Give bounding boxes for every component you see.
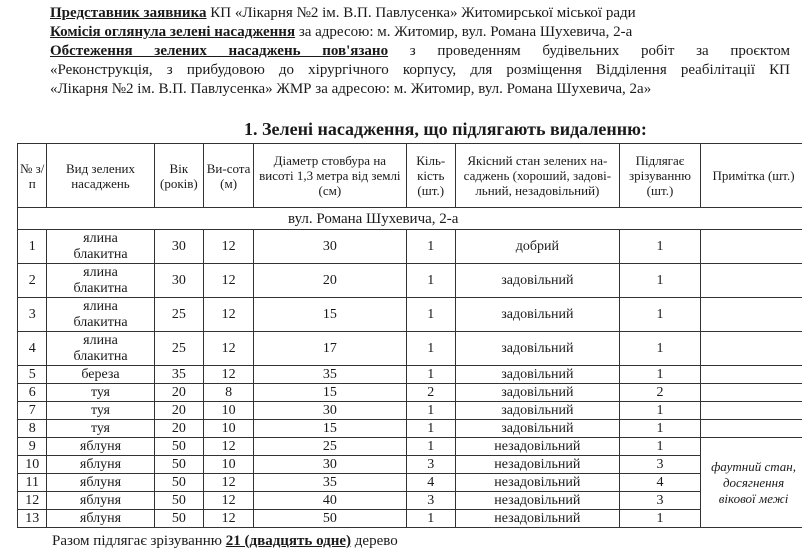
cut-count-cell: 1	[619, 264, 700, 298]
tree-quantity-cell: 1	[406, 332, 455, 366]
trunk-diameter-cell: 20	[254, 264, 407, 298]
cut-count-cell: 3	[619, 492, 700, 510]
note-cell-empty	[701, 332, 802, 366]
tree-height-cell: 8	[204, 384, 254, 402]
tree-state-cell: задовільний	[455, 298, 619, 332]
tree-type-cell: туя	[47, 384, 154, 402]
tree-state-cell: задовільний	[455, 264, 619, 298]
tree-height-cell: 10	[204, 420, 254, 438]
survey-label: Обстеження зелених насаджень пов'язано	[50, 43, 389, 59]
table-row	[18, 420, 802, 438]
intro-line-project: «Реконструкція, з прибудовою до хірургічного корпусу, для розміщення Відділення реабілітації КП	[50, 62, 790, 78]
tree-height-cell: 10	[204, 456, 254, 474]
col-header-diameter: Діаметр стовбура на висоті 1,3 метра від землі (см)	[254, 144, 407, 208]
table-row	[18, 298, 802, 332]
note-cell-empty	[701, 264, 802, 298]
intro-block	[50, 4, 790, 99]
col-header-note: Примітка (шт.)	[701, 144, 802, 208]
table-row	[18, 264, 802, 298]
tree-age-cell: 50	[154, 510, 204, 528]
trunk-diameter-cell: 40	[254, 492, 407, 510]
tree-height-cell: 12	[204, 366, 254, 384]
total-count: 21 (двадцять одне)	[225, 533, 352, 549]
total-prefix: Разом підлягає зрізуванню	[52, 533, 226, 549]
table-row	[18, 456, 802, 474]
tree-height-cell: 12	[204, 492, 254, 510]
table-section	[17, 143, 802, 551]
tree-height-cell: 12	[204, 230, 254, 264]
tree-state-cell: добрий	[455, 230, 619, 264]
tree-age-cell: 25	[154, 298, 204, 332]
total-line	[17, 532, 802, 551]
row-number-cell: 9	[18, 438, 47, 456]
row-number-cell: 5	[18, 366, 47, 384]
cut-count-cell: 1	[619, 332, 700, 366]
col-header-age: Вік (років)	[154, 144, 204, 208]
col-header-cut: Підлягає зрізуванню (шт.)	[619, 144, 700, 208]
tree-quantity-cell: 1	[406, 510, 455, 528]
intro-line-survey	[50, 42, 790, 61]
trees-table	[17, 143, 802, 528]
cut-count-cell: 2	[619, 384, 700, 402]
cut-count-cell: 1	[619, 230, 700, 264]
applicant-label: Представник заявника	[50, 5, 207, 21]
cut-count-cell: 1	[619, 402, 700, 420]
trunk-diameter-cell: 15	[254, 384, 407, 402]
trunk-diameter-cell: 15	[254, 420, 407, 438]
tree-age-cell: 20	[154, 384, 204, 402]
table-row	[18, 230, 802, 264]
note-cell-empty	[701, 366, 802, 384]
tree-height-cell: 12	[204, 332, 254, 366]
tree-quantity-cell: 1	[406, 366, 455, 384]
tree-height-cell: 12	[204, 438, 254, 456]
tree-age-cell: 50	[154, 474, 204, 492]
trunk-diameter-cell: 35	[254, 366, 407, 384]
cut-count-cell: 1	[619, 420, 700, 438]
tree-state-cell: задовільний	[455, 420, 619, 438]
note-cell-empty	[701, 420, 802, 438]
row-number-cell: 3	[18, 298, 47, 332]
tree-height-cell: 10	[204, 402, 254, 420]
row-number-cell: 6	[18, 384, 47, 402]
table-row	[18, 510, 802, 528]
trunk-diameter-cell: 25	[254, 438, 407, 456]
row-number-cell: 10	[18, 456, 47, 474]
table-row	[18, 474, 802, 492]
row-number-cell: 12	[18, 492, 47, 510]
tree-state-cell: незадовільний	[455, 510, 619, 528]
intro-line-applicant	[50, 4, 790, 23]
survey-text: з проведенням будівельних робіт за проєктом	[388, 43, 790, 59]
trunk-diameter-cell: 17	[254, 332, 407, 366]
tree-quantity-cell: 1	[406, 438, 455, 456]
applicant-text: КП «Лікарня №2 ім. В.П. Павлусенка» Житомирської міської ради	[206, 5, 636, 21]
note-cell-empty	[701, 298, 802, 332]
col-header-number: № з/п	[18, 144, 47, 208]
section-title: 1. Зелені насадження, що підлягають видаленню:	[244, 119, 647, 139]
cut-count-cell: 1	[619, 510, 700, 528]
tree-age-cell: 50	[154, 492, 204, 510]
tree-height-cell: 12	[204, 510, 254, 528]
intro-line-commission	[50, 23, 790, 42]
note-cell-empty	[701, 230, 802, 264]
trunk-diameter-cell: 30	[254, 402, 407, 420]
tree-height-cell: 12	[204, 474, 254, 492]
tree-age-cell: 20	[154, 402, 204, 420]
cut-count-cell: 4	[619, 474, 700, 492]
tree-type-cell: яблуня	[47, 510, 154, 528]
commission-label: Комісія оглянула зелені насадження	[50, 24, 296, 40]
tree-type-cell: ялина блакитна	[47, 230, 154, 264]
tree-state-cell: незадовільний	[455, 438, 619, 456]
note-cell: фаутний стан, досягнення вікової межі	[701, 438, 802, 528]
commission-text: за адресою: м. Житомир, вул. Романа Шухевича, 2-а	[295, 24, 633, 40]
trunk-diameter-cell: 30	[254, 230, 407, 264]
tree-type-cell: туя	[47, 420, 154, 438]
tree-quantity-cell: 1	[406, 230, 455, 264]
table-header-row	[18, 144, 802, 208]
trunk-diameter-cell: 30	[254, 456, 407, 474]
tree-state-cell: задовільний	[455, 332, 619, 366]
col-header-height: Ви-сота (м)	[204, 144, 254, 208]
row-number-cell: 11	[18, 474, 47, 492]
tree-type-cell: яблуня	[47, 456, 154, 474]
tree-type-cell: яблуня	[47, 474, 154, 492]
tree-height-cell: 12	[204, 298, 254, 332]
note-cell-empty	[701, 384, 802, 402]
tree-type-cell: яблуня	[47, 492, 154, 510]
tree-state-cell: задовільний	[455, 366, 619, 384]
tree-state-cell: задовільний	[455, 402, 619, 420]
col-header-type: Вид зелених насаджень	[47, 144, 154, 208]
row-number-cell: 7	[18, 402, 47, 420]
tree-quantity-cell: 2	[406, 384, 455, 402]
tree-type-cell: туя	[47, 402, 154, 420]
tree-age-cell: 30	[154, 230, 204, 264]
table-row	[18, 492, 802, 510]
tree-age-cell: 30	[154, 264, 204, 298]
tree-type-cell: ялина блакитна	[47, 332, 154, 366]
cut-count-cell: 1	[619, 438, 700, 456]
trunk-diameter-cell: 15	[254, 298, 407, 332]
col-header-quantity: Кіль-кість (шт.)	[406, 144, 455, 208]
row-number-cell: 1	[18, 230, 47, 264]
row-number-cell: 4	[18, 332, 47, 366]
tree-age-cell: 35	[154, 366, 204, 384]
row-number-cell: 2	[18, 264, 47, 298]
tree-state-cell: задовільний	[455, 384, 619, 402]
tree-age-cell: 50	[154, 456, 204, 474]
row-number-cell: 8	[18, 420, 47, 438]
tree-age-cell: 25	[154, 332, 204, 366]
total-suffix: дерево	[351, 533, 398, 549]
col-header-state: Якісний стан зелених на-саджень (хороший, задові-льний, незадовільний)	[455, 144, 619, 208]
tree-state-cell: незадовільний	[455, 492, 619, 510]
tree-age-cell: 20	[154, 420, 204, 438]
tree-type-cell: береза	[47, 366, 154, 384]
table-row	[18, 366, 802, 384]
tree-quantity-cell: 4	[406, 474, 455, 492]
table-row	[18, 332, 802, 366]
tree-type-cell: ялина блакитна	[47, 264, 154, 298]
tree-type-cell: ялина блакитна	[47, 298, 154, 332]
intro-line-address: «Лікарня №2 ім. В.П. Павлусенка» ЖМР за адресою: м. Житомир, вул. Романа Шухевича, 2а»	[50, 81, 652, 97]
tree-quantity-cell: 1	[406, 402, 455, 420]
trunk-diameter-cell: 50	[254, 510, 407, 528]
tree-quantity-cell: 1	[406, 298, 455, 332]
street-row	[18, 208, 802, 230]
row-number-cell: 13	[18, 510, 47, 528]
cut-count-cell: 1	[619, 366, 700, 384]
street-cell: вул. Романа Шухевича, 2-а	[18, 208, 802, 230]
table-row	[18, 384, 802, 402]
cut-count-cell: 3	[619, 456, 700, 474]
tree-quantity-cell: 1	[406, 264, 455, 298]
tree-height-cell: 12	[204, 264, 254, 298]
cut-count-cell: 1	[619, 298, 700, 332]
tree-quantity-cell: 3	[406, 492, 455, 510]
tree-age-cell: 50	[154, 438, 204, 456]
tree-type-cell: яблуня	[47, 438, 154, 456]
table-row	[18, 438, 802, 456]
tree-state-cell: незадовільний	[455, 456, 619, 474]
table-row	[18, 402, 802, 420]
note-cell-empty	[701, 402, 802, 420]
tree-quantity-cell: 1	[406, 420, 455, 438]
tree-state-cell: незадовільний	[455, 474, 619, 492]
trunk-diameter-cell: 35	[254, 474, 407, 492]
tree-quantity-cell: 3	[406, 456, 455, 474]
